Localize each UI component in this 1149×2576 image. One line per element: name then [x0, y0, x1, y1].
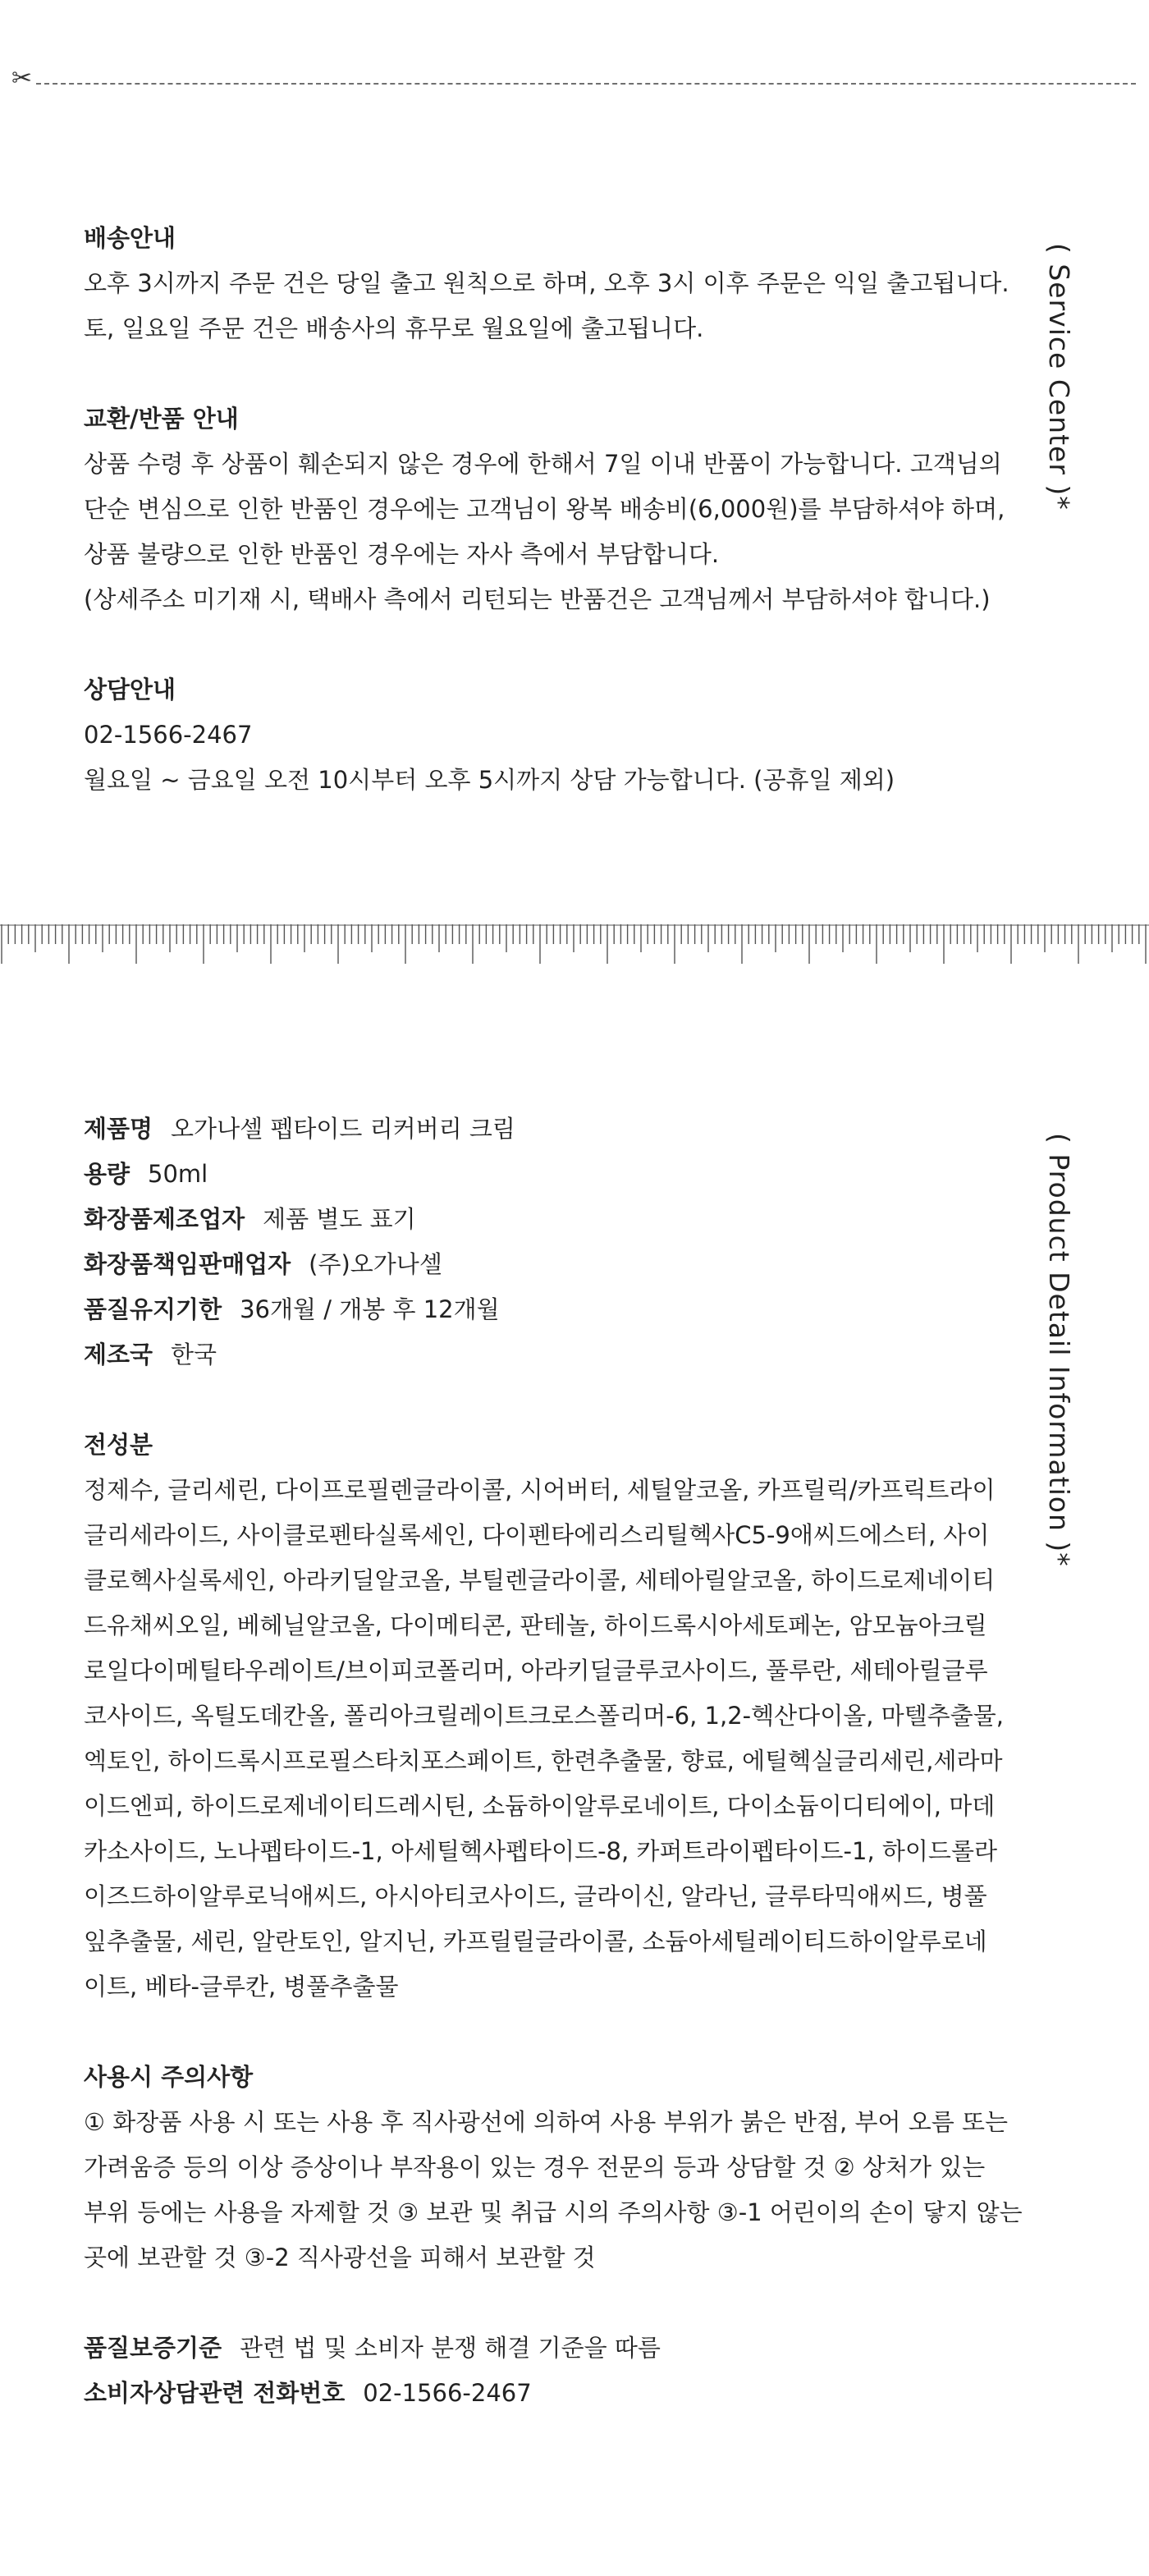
spec-row-volume — [84, 1152, 1019, 1197]
spec-label: 제조국 — [84, 1341, 153, 1368]
consult-hours: 월요일 ~ 금요일 오전 10시부터 오후 5시까지 상담 가능합니다. (공휴일 제외) — [84, 766, 895, 794]
ruler-divider — [0, 924, 1149, 974]
ingredients-line: 코사이드, 옥틸도데칸올, 폴리아크릴레이트크로스폴리머-6, 1,2-헥산다이올, 마텔추출물, — [84, 1702, 1004, 1730]
spec-value: 36개월 / 개봉 후 12개월 — [240, 1295, 500, 1323]
returns-line: 상품 불량으로 인한 반품인 경우에는 자사 측에서 부담합니다. — [84, 540, 720, 568]
spec-row-product-name — [84, 1107, 1019, 1152]
caution-line: ① 화장품 사용 시 또는 사용 후 직사광선에 의하여 사용 부위가 붉은 반점, 부어 오름 또는 — [84, 2108, 1008, 2136]
spec-label: 제품명 — [84, 1115, 153, 1143]
spec-value: 관련 법 및 소비자 분쟁 해결 기준을 따름 — [240, 2334, 661, 2362]
shipping-line: 토, 일요일 주문 건은 배송사의 휴무로 월요일에 출고됩니다. — [84, 314, 704, 342]
shipping-title: 배송안내 — [84, 224, 176, 252]
spec-label: 소비자상담관련 전화번호 — [84, 2379, 346, 2407]
consult-phone: 02-1566-2467 — [84, 721, 253, 749]
product-specs — [84, 1107, 1019, 1377]
ingredients-line: 드유채씨오일, 베헤닐알코올, 다이메티콘, 판테놀, 하이드록시아세토페논, 암모늄아크릴 — [84, 1611, 987, 1639]
returns-line: (상세주소 미기재 시, 택배사 측에서 리턴되는 반품건은 고객님께서 부담하셔야 합니다.) — [84, 585, 991, 613]
ingredients-line: 글리세라이드, 사이클로펜타실록세인, 다이펜타에리스리틸헥사C5-9애씨드에스터, 사이 — [84, 1521, 990, 1549]
spec-value: 제품 별도 표기 — [263, 1205, 416, 1233]
caution-line: 가려움증 등의 이상 증상이나 부작용이 있는 경우 전문의 등과 상담할 것 ② 상처가 있는 — [84, 2153, 986, 2181]
spec-row-manufacturer — [84, 1197, 1019, 1242]
returns-info — [84, 396, 1019, 622]
spec-row-shelf-life — [84, 1287, 1019, 1332]
returns-title: 교환/반품 안내 — [84, 405, 239, 433]
shipping-line: 오후 3시까지 주문 건은 당일 출고 원칙으로 하며, 오후 3시 이후 주문은 익일 출고됩니다. — [84, 269, 1009, 297]
returns-line: 상품 수령 후 상품이 훼손되지 않은 경우에 한해서 7일 이내 반품이 가능합니다. 고객님의 — [84, 450, 1002, 478]
spec-row-quality-standard — [84, 2326, 1019, 2371]
ingredients-line: 카소사이드, 노나펩타이드-1, 아세틸헥사펩타이드-8, 카퍼트라이펩타이드-1, 하이드롤라 — [84, 1837, 997, 1865]
shipping-info — [84, 216, 1019, 351]
spec-label: 용량 — [84, 1160, 130, 1188]
spec-row-consumer-phone — [84, 2371, 1019, 2416]
scissors-icon: ✂ — [11, 64, 33, 93]
spec-value: 한국 — [171, 1341, 217, 1368]
service-center-side-label: ( Service Center )* — [1043, 243, 1075, 511]
spec-value: 02-1566-2467 — [363, 2379, 532, 2407]
spec-value: 오가나셀 펩타이드 리커버리 크림 — [171, 1115, 515, 1143]
returns-line: 단순 변심으로 인한 반품인 경우에는 고객님이 왕복 배송비(6,000원)를 부담하셔야 하며, — [84, 495, 1005, 523]
spec-label: 화장품제조업자 — [84, 1205, 245, 1233]
spec-label: 품질보증기준 — [84, 2334, 222, 2362]
consult-title: 상담안내 — [84, 676, 176, 704]
spec-label: 품질유지기한 — [84, 1295, 222, 1323]
spec-label: 화장품책임판매업자 — [84, 1250, 291, 1278]
spec-row-distributor — [84, 1242, 1019, 1287]
ingredients-title: 전성분 — [84, 1431, 153, 1459]
ingredients-line: 엑토인, 하이드록시프로필스타치포스페이트, 한련추출물, 향료, 에틸헥실글리세린,세라마 — [84, 1747, 1003, 1775]
caution-line: 부위 등에는 사용을 자제할 것 ③ 보관 및 취급 시의 주의사항 ③-1 어린이의 손이 닿지 않는 — [84, 2198, 1023, 2226]
ingredients-line: 로일다이메틸타우레이트/브이피코폴리머, 아라키딜글루코사이드, 풀루란, 세테아릴글루 — [84, 1657, 988, 1684]
spec-value: 50ml — [148, 1160, 208, 1188]
ingredients-line: 이트, 베타-글루칸, 병풀추출물 — [84, 1973, 399, 2001]
spec-row-origin — [84, 1332, 1019, 1377]
spec-value: (주)오가나셀 — [309, 1250, 442, 1278]
ingredients-info — [84, 1423, 1019, 2010]
consult-info — [84, 667, 1019, 803]
ingredients-line: 클로헥사실록세인, 아라키딜알코올, 부틸렌글라이콜, 세테아릴알코올, 하이드로제네이티 — [84, 1566, 996, 1594]
ingredients-line: 정제수, 글리세린, 다이프로필렌글라이콜, 시어버터, 세틸알코올, 카프릴릭/카프릭트라이 — [84, 1476, 996, 1504]
ingredients-line: 이즈드하이알루로닉애씨드, 아시아티코사이드, 글라이신, 알라닌, 글루타믹애씨드, 병풀 — [84, 1882, 987, 1910]
caution-title: 사용시 주의사항 — [84, 2063, 254, 2091]
service-center-section — [84, 216, 1019, 848]
product-detail-section — [84, 1107, 1023, 2461]
dashed-cut-line — [36, 83, 1136, 85]
ingredients-line: 잎추출물, 세린, 알란토인, 알지닌, 카프릴릴글라이콜, 소듐아세틸레이티드하이알루로네 — [84, 1927, 987, 1955]
ingredients-line: 이드엔피, 하이드로제네이티드레시틴, 소듐하이알루로네이트, 다이소듐이디티에이, 마데 — [84, 1792, 996, 1820]
caution-info — [84, 2055, 1023, 2280]
product-detail-side-label: ( Product Detail Information )* — [1043, 1133, 1075, 1567]
quality-info — [84, 2326, 1019, 2416]
caution-line: 곳에 보관할 것 ③-2 직사광선을 피해서 보관할 것 — [84, 2244, 596, 2271]
